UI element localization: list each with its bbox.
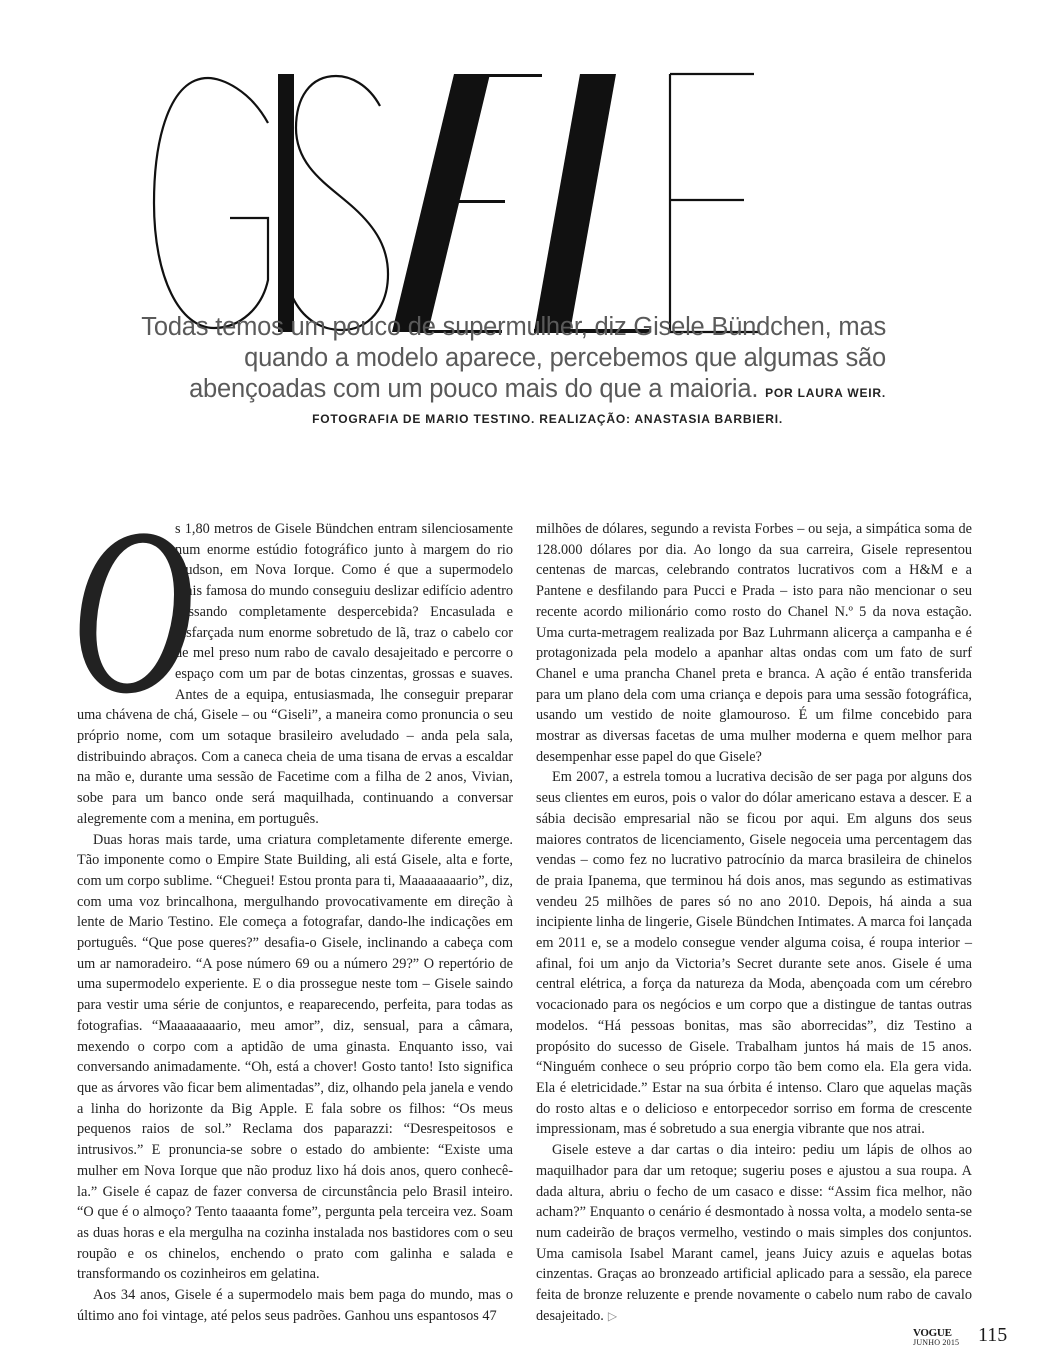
folio-date: JUNHO 2015 xyxy=(913,1338,960,1347)
drop-cap: O xyxy=(71,480,195,743)
paragraph xyxy=(536,1140,972,1326)
paragraph-text: Gisele esteve a dar cartas o dia inteiro: pediu um lápis de olhos ao maquilhador para dar um retoque; sugeriu poses e ajustou a sua roupa. A dada altura, abriu o fecho de um casaco e disse: “Assim fica melhor, não acham?” Enquanto o cenário é desmontado à nossa volta, a modelo senta-se num cadeirão de braços vermelho, vestindo o mais simples dos conjuntos. Uma camisola Isabel Marant camel, jeans Juicy azuis e aquelas botas cinzentas. Graças ao bronzeado artificial aplicado para a sessão, ela parece feita de bronze reluzente e prende novamente o cabelo num rabo de cavalo desajeitado. xyxy=(536,1142,972,1324)
page-number: 115 xyxy=(978,1324,1008,1346)
standfirst-text: Todas temos um pouco de supermulher, diz Gisele Bündchen, mas quando a modelo aparece, percebemos que algumas são abençoadas com um pouco mais do que a maioria. xyxy=(141,313,886,403)
body-column-right xyxy=(536,519,972,1326)
paragraph: Duas horas mais tarde, uma criatura completamente diferente emerge. Tão imponente como o Empire State Building, ali está Gisele, alta e forte, com um corpo sublime. “Cheguei! Estou pronta para ti, Maaaaaaaario”, diz, com uma voz brincalhona, mergulhando provocativamente em direção à lente de Mario Testino. Ele começa a fotografar, dando-lhe indicações em português. “Que pose queres?” desafia-o Gisele, inclinando a cabeça com um ar namoradeiro. “A pose número 69 ou a número 29?” O repertório de uma supermodelo experiente. E o dia prossegue neste tom – Gisele saindo para vestir uma série de conjuntos, e reaparecendo, perfeita, para todas as fotografias. “Maaaaaaaario, meu amor”, diz, sensual, para a câmara, mexendo o corpo com a aptidão de uma ginasta. Enquanto isso, vai conversando animadamente. “Oh, está a chover! Gosto tanto! Isto significa que as árvores vão ficar bem alimentadas”, diz, olhando pela janela e vendo a linha do horizonte da Big Apple. E fala sobre os filhos: “Os meus pequenos raios de sol.” Reclama dos paparazzi: “Desrespeitosos e intrusivos.” E pronuncia-se sobre o estado do ambiente: “Existe uma mulher em Nova Iorque que não produz lixo há dois anos, quero conhecê-la.” Gisele é capaz de fazer conversa de circunstância pelo Brasil inteiro. “O que é o almoço? Tento taaaanta fome”, pergunta pela terceira vez. Soam as duas horas e ela mergulha na cozinha instalada nos bastidores com o seu roupão e os chinelos, enchendo o prato com galinha e salada e transformando os cozinheiros em gelatina. xyxy=(77,831,513,1283)
photo-credits: FOTOGRAFIA DE MARIO TESTINO. REALIZAÇÃO: ANASTASIA BARBIERI. xyxy=(312,412,783,426)
end-mark-icon: ▷ xyxy=(607,1308,618,1323)
standfirst xyxy=(120,312,886,409)
byline: POR LAURA WEIR. xyxy=(765,386,886,400)
article-title xyxy=(150,68,890,336)
paragraph: s 1,80 metros de Gisele Bündchen entram silenciosamente num enorme estúdio fotográfico junto à margem do rio Hudson, em Nova Iorque. Como é que a supermodelo mais famosa do mundo conseguiu deslizar edifício adentro passando completamente despercebida? Encasulada e disfarçada num enorme sobretudo de lã, traz o cabelo cor de mel preso num rabo de cavalo desajeitado e percorre o espaço com um par de botas cinzentas, grossas e suaves. Antes de a equipa, entusiasmada, lhe conseguir preparar uma chávena de chá, Gisele – ou “Giseli”, a maneira como pronuncia o seu próprio nome, com um sotaque brasileiro aveludado – anda pela sala, distribuindo abraços. Com a caneca cheia de uma tisana de ervas a escaldar na mão e, durante uma sessão de Facetime com a filha de 2 anos, Vivian, sobe para um banco onde será maquilhada, continuando a conversar alegremente com a menina, em português. xyxy=(77,521,513,827)
body-column-left xyxy=(71,480,513,1326)
paragraph: Em 2007, a estrela tomou a lucrativa decisão de ser paga por alguns dos seus clientes em euros, pois o valor do dólar americano estava a descer. E a sábia decisão empresarial não se ficou por aqui. Em alguns dos seus maiores contratos de licenciamento, Gisele negoceia uma percentagem das vendas – como fez no lucrativo patrocínio da marca brasileira de chinelos de praia Ipanema, que terminou há dois anos, mas segundo as estimativas vendeu 25 milhões de pares só no ano 2010. Depois, há ainda a sua incipiente linha de lingerie, Gisele Bündchen Intimates. A marca foi lançada em 2011 e, se a modelo consegue vender alguma coisa, é roupa interior – afinal, foi um anjo da Victoria’s Secret durante sete anos. Gisele é uma central elétrica, a força da natureza da Moda, abençoada com um cérebro vocacionado para os negócios e um corpo que a distingue de tantas outras modelos. “Há pessoas bonitas, mas são aborrecidas”, diz Testino a propósito do sucesso de Gisele. Trabalham juntos há mais de 15 anos. “Ninguém conhece o seu próprio corpo tão bem como ela. Ela gera vida. Ela é eletricidade.” Estar na sua órbita é intenso. Claro que aquelas maçãs do rosto altas e o delicioso e entorpecedor sorriso em forma de crescente impressionam, mas é sobretudo a sua energia vibrante que nos atrai. xyxy=(536,769,972,1138)
paragraph: Aos 34 anos, Gisele é a supermodelo mais bem paga do mundo, mas o último ano foi vintage, até pelos seus padrões. Ganhou uns espantosos 47 xyxy=(77,1287,513,1324)
folio-magazine-logo: VOGUE xyxy=(913,1327,952,1339)
paragraph: milhões de dólares, segundo a revista Forbes – ou seja, a simpática soma de 128.000 dólares por dia. Ao longo da sua carreira, Gisele representou centenas de marcas, celebrando contratos lucrativos com a H&M e a Pantene e desfilando para Pucci e Prada – isto para não mencionar o seu recente acordo milionário como rosto do Chanel N.º 5 da nova estação. Uma curta-metragem realizada por Baz Luhrmann alicerça a campanha e é protagonizada pela modelo a apanhar altas ondas com um fato de surf Chanel e uma prancha Chanel preta e branca. A ação é então transferida para um plano dela com uma criança e depois para uma sessão fotográfica, usando um vestido de noite glamouroso. É um filme concebido para mostrar as diversas facetas de uma mulher moderna e quem melhor para desempenhar esse papel do que Gisele? xyxy=(536,521,972,765)
